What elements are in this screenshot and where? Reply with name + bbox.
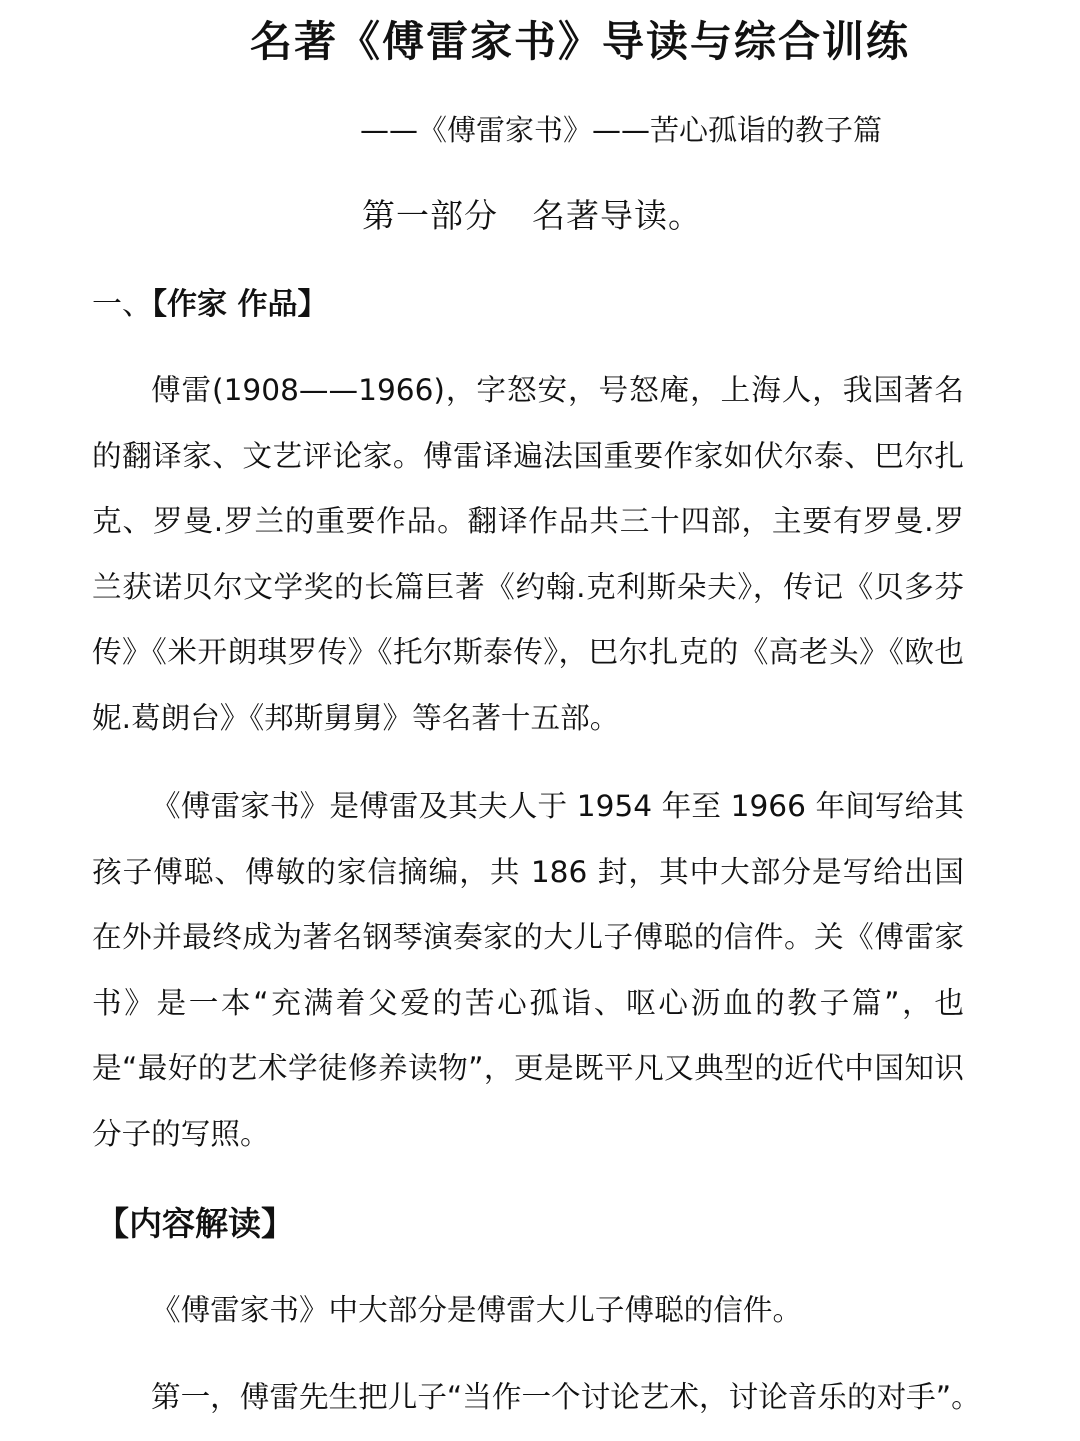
document-title: 名著《傅雷家书》导读与综合训练 bbox=[249, 17, 910, 66]
author-paragraph: 傅雷(1908——1966)，字怒安，号怒庵，上海人，我国著名的翻译家、文艺评论家。傅雷译遍法国重要作家如伏尔泰、巴尔扎克、罗曼.罗兰的重要作品。翻译作品共三十四部，主要有罗曼.罗兰获诺贝尔文学奖的长篇巨著《约翰.克利斯朵夫》，传记《贝多芬传》《米开朗琪罗传》《托尔斯泰传》，巴尔扎克的《高老头》《欧也妮.葛朗台》《邦斯舅舅》等名著十五部。 bbox=[92, 373, 964, 735]
content-line-1: 《傅雷家书》中大部分是傅雷大儿子傅聪的信件。 bbox=[151, 1293, 803, 1327]
section-number: 一、 bbox=[92, 287, 152, 322]
section-title: 【作家 作品】 bbox=[152, 287, 328, 322]
document-subtitle: ——《傅雷家书》——苦心孤诣的教子篇 bbox=[360, 113, 883, 147]
content-interpretation-heading: 【内容解读】 bbox=[96, 1204, 294, 1243]
section-heading-author-works bbox=[92, 282, 327, 328]
content-line-2: 第一，傅雷先生把儿子“当作一个讨论艺术，讨论音乐的对手”。 bbox=[151, 1380, 981, 1414]
part-heading: 第一部分 名著导读。 bbox=[362, 196, 702, 235]
book-paragraph: 《傅雷家书》是傅雷及其夫人于 1954 年至 1966 年间写给其孩子傅聪、傅敏的家信摘编，共 186 封，其中大部分是写给出国在外并最终成为著名钢琴演奏家的大儿子傅聪的信件。关《傅雷家书》是一本“充满着父爱的苦心孤诣、呕心沥血的教子篇”，也是“最好的艺术学徒修养读物”，更是既平凡又典型的近代中国知识分子的写照。 bbox=[92, 789, 964, 1151]
